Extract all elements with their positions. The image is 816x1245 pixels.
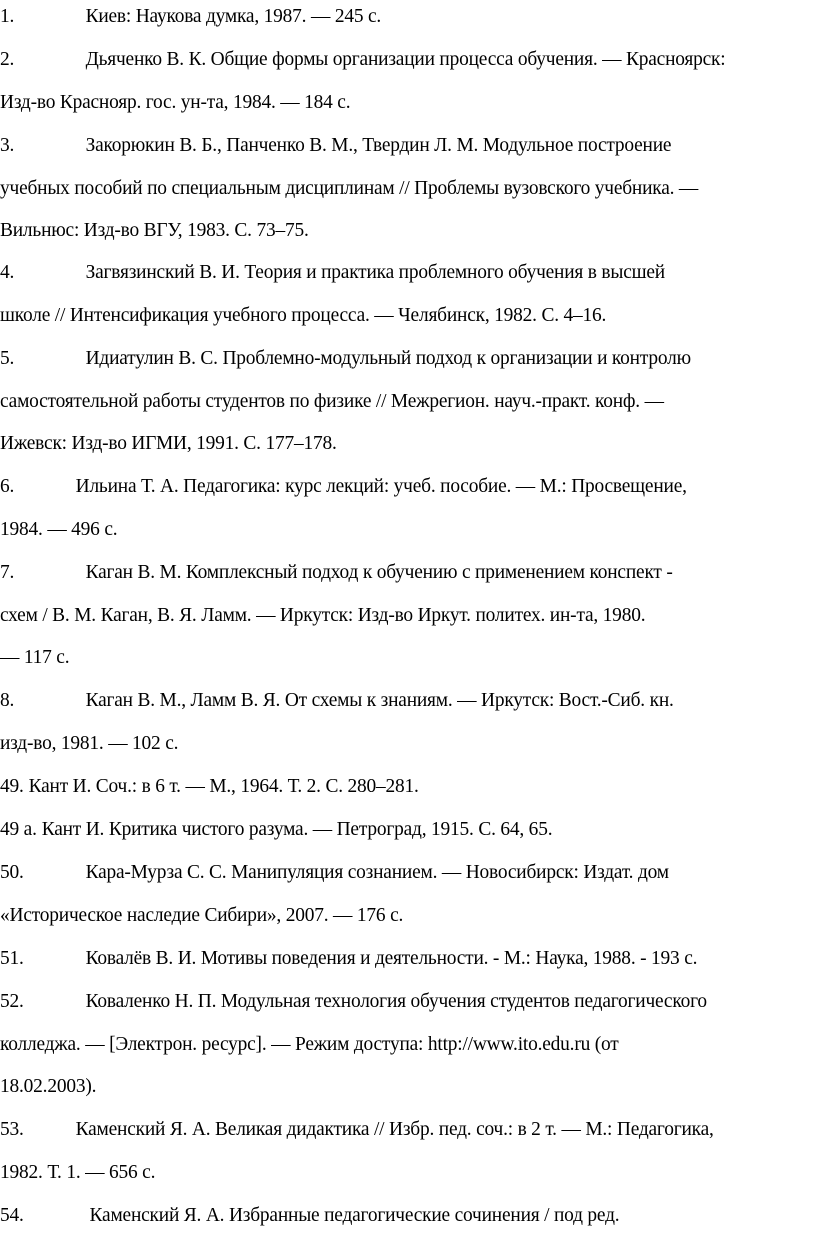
reference-text: Загвязинский В. И. Теория и практика проблемного обучения в высшей <box>85 262 665 283</box>
reference-number: 6. <box>0 476 15 497</box>
reference-text: Дьяченко В. К. Общие формы организации процесса обучения. — Красноярск: <box>85 49 726 70</box>
reference-text: 1982. Т. 1. — 656 с. <box>0 1161 156 1183</box>
reference-number: 3. <box>0 135 15 156</box>
reference-text: Ижевск: Изд-во ИГМИ, 1991. С. 177–178. <box>0 433 337 454</box>
reference-number: 1. <box>0 6 15 27</box>
reference-entry-2 <box>0 45 810 130</box>
reference-number: 51. <box>0 948 24 969</box>
reference-text: изд-во, 1981. — 102 с. <box>0 732 179 754</box>
reference-text: Коваленко Н. П. Модульная технология обучения студентов педагогического <box>85 991 707 1012</box>
reference-entry-4 <box>0 258 810 343</box>
reference-text: учебных пособий по специальным дисциплинам // Проблемы вузовского учебника. — <box>0 177 699 199</box>
reference-text: Закорюкин В. Б., Панченко В. М., Твердин Л. М. Модульное построение <box>85 135 672 156</box>
reference-text: Каменский Я. А. Избранные педагогические сочинения / под ред. <box>89 1205 620 1226</box>
reference-text: Каган В. М., Ламм В. Я. От схемы к знаниям. — Иркутск: Вост.-Сиб. кн. <box>85 690 674 711</box>
reference-entry-3 <box>0 131 810 259</box>
reference-entry-7 <box>0 558 810 686</box>
reference-number: 8. <box>0 690 15 711</box>
reference-text: схем / В. М. Каган, В. Я. Ламм. — Иркутск: Изд-во Иркут. политех. ин-та, 1980. <box>0 604 646 626</box>
reference-entry-1 <box>0 2 810 45</box>
reference-entry-6 <box>0 472 810 557</box>
reference-text: Каменский Я. А. Великая дидактика // Избр. пед. соч.: в 2 т. — М.: Педагогика, <box>75 1119 714 1140</box>
reference-number: 4. <box>0 262 15 283</box>
reference-text: Каган В. М. Комплексный подход к обучению с применением конспект - <box>85 562 673 583</box>
reference-text: самостоятельной работы студентов по физике // Межрегион. науч.-практ. конф. — <box>0 390 664 412</box>
reference-text: школе // Интенсификация учебного процесса. — Челябинск, 1982. С. 4–16. <box>0 304 607 326</box>
reference-text: 18.02.2003). <box>0 1076 97 1097</box>
reference-number: 52. <box>0 991 24 1012</box>
reference-text: Кара-Мурза С. С. Манипуляция сознанием. — Новосибирск: Издат. дом <box>85 862 669 883</box>
reference-entry-54 <box>0 1201 810 1244</box>
reference-number: 53. <box>0 1119 24 1140</box>
reference-entry-8 <box>0 686 810 771</box>
reference-text: колледжа. — [Электрон. ресурс]. — Режим доступа: http://www.ito.edu.ru (от <box>0 1033 619 1055</box>
reference-entry-53 <box>0 1115 810 1200</box>
reference-entry-52 <box>0 987 810 1115</box>
reference-text: «Историческое наследие Сибири», 2007. — 176 с. <box>0 904 404 926</box>
reference-text: Вильнюс: Изд-во ВГУ, 1983. С. 73–75. <box>0 220 309 241</box>
reference-number: 50. <box>0 862 24 883</box>
reference-number: 7. <box>0 562 15 583</box>
reference-text: Идиатулин В. С. Проблемно-модульный подход к организации и контролю <box>85 348 691 369</box>
reference-text: Изд-во Краснояр. гос. ун-та, 1984. — 184 с. <box>0 91 351 113</box>
reference-text: 1984. — 496 с. <box>0 518 118 540</box>
reference-text: Кант И. Критика чистого разума. — Петроград, 1915. С. 64, 65. <box>41 819 553 840</box>
reference-number: 2. <box>0 49 15 70</box>
reference-entry-49 <box>0 772 810 815</box>
reference-entry-5 <box>0 344 810 472</box>
reference-number: 49 а. <box>0 819 37 840</box>
reference-text: — 117 с. <box>0 647 70 668</box>
reference-text: Ковалёв В. И. Мотивы поведения и деятельности. - М.: Наука, 1988. - 193 с. <box>85 948 698 969</box>
reference-entry-50 <box>0 858 810 943</box>
reference-text: Кант И. Соч.: в 6 т. — М., 1964. Т. 2. С. 280–281. <box>28 776 419 797</box>
reference-number: 5. <box>0 348 15 369</box>
reference-text: Киев: Наукова думка, 1987. — 245 с. <box>85 6 382 27</box>
reference-entry-51 <box>0 944 810 987</box>
reference-entry-49a <box>0 815 810 858</box>
reference-number: 54. <box>0 1205 24 1226</box>
reference-text: Ильина Т. А. Педагогика: курс лекций: учеб. пособие. — М.: Просвещение, <box>75 476 687 497</box>
reference-number: 49. <box>0 776 24 797</box>
